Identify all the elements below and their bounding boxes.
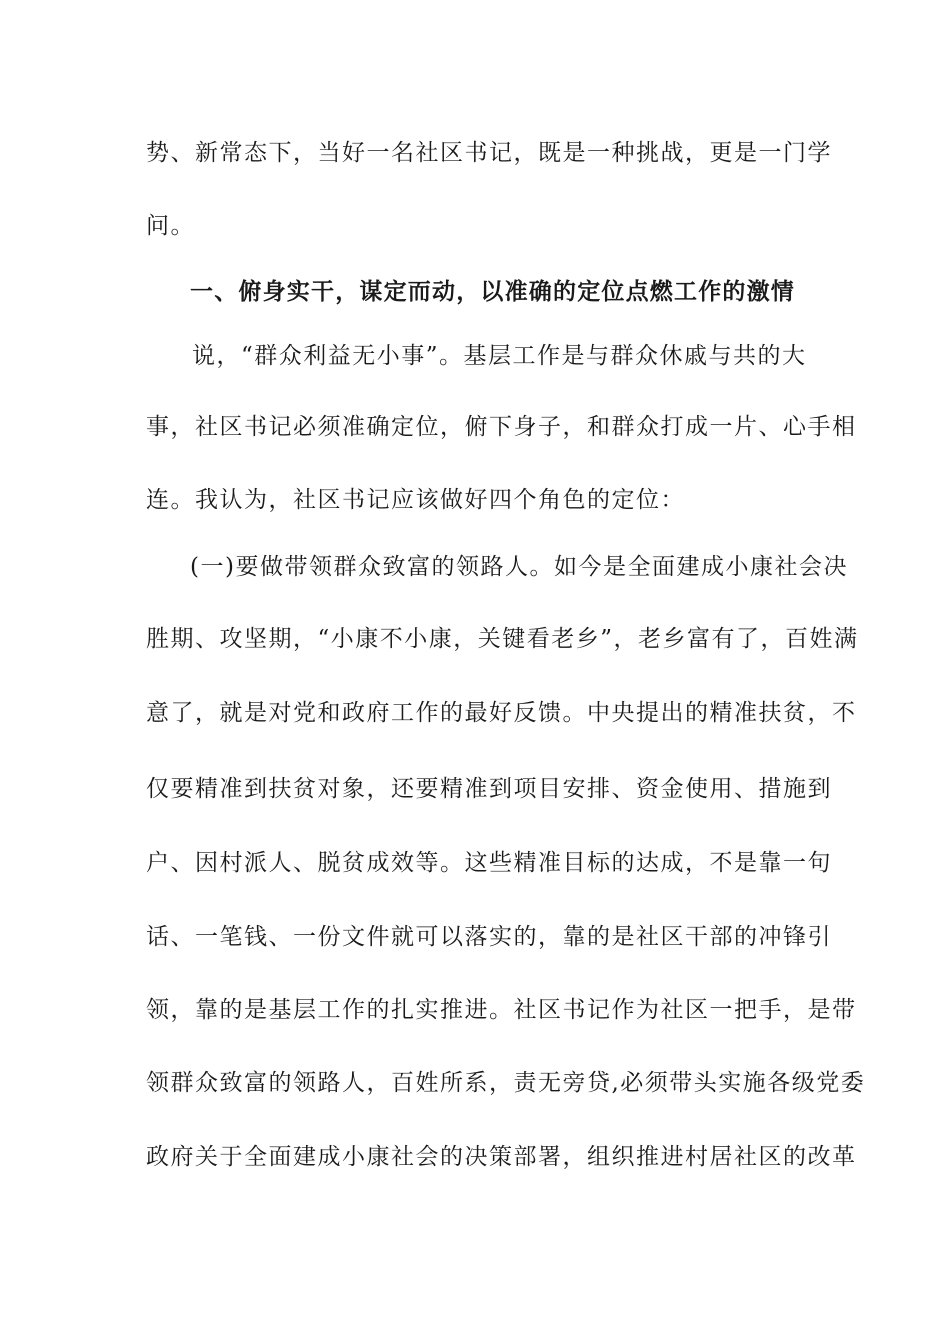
body-text-line: 胜期、攻坚期，“小康不小康，关键看老乡”，老乡富有了，百姓满: [146, 626, 859, 652]
body-text-line: 户、因村派人、脱贫成效等。这些精准目标的达成，不是靠一句: [146, 850, 832, 876]
body-text-line: 意了，就是对党和政府工作的最好反馈。中央提出的精准扶贫，不: [146, 700, 857, 726]
body-text-line: 势、新常态下，当好一名社区书记，既是一种挑战，更是一门学: [146, 140, 832, 166]
body-text-line: 问。: [146, 213, 195, 239]
body-text-line: 连。我认为，社区书记应该做好四个角色的定位：: [146, 487, 685, 513]
body-text-line: 政府关于全面建成小康社会的决策部署，组织推进村居社区的改革: [146, 1144, 857, 1170]
section-heading: 一、俯身实干，谋定而动，以准确的定位点燃工作的激情: [190, 279, 795, 305]
body-text-line: 领，靠的是基层工作的扎实推进。社区书记作为社区一把手，是带: [146, 997, 857, 1023]
body-text-line: 事，社区书记必须准确定位，俯下身子，和群众打成一片、心手相: [146, 414, 857, 440]
body-text-line: 仅要精准到扶贫对象，还要精准到项目安排、资金使用、措施到: [146, 776, 832, 802]
body-text-line: 话、一笔钱、一份文件就可以落实的，靠的是社区干部的冲锋引: [146, 924, 832, 950]
paragraph-first-line: 说，“群众利益无小事”。基层工作是与群众休戚与共的大: [192, 343, 807, 369]
body-text-line: 领群众致富的领路人，百姓所系，责无旁贷,必须带头实施各级党委: [146, 1070, 866, 1096]
paragraph-first-line: (一)要做带领群众致富的领路人。如今是全面建成小康社会决: [190, 554, 848, 580]
